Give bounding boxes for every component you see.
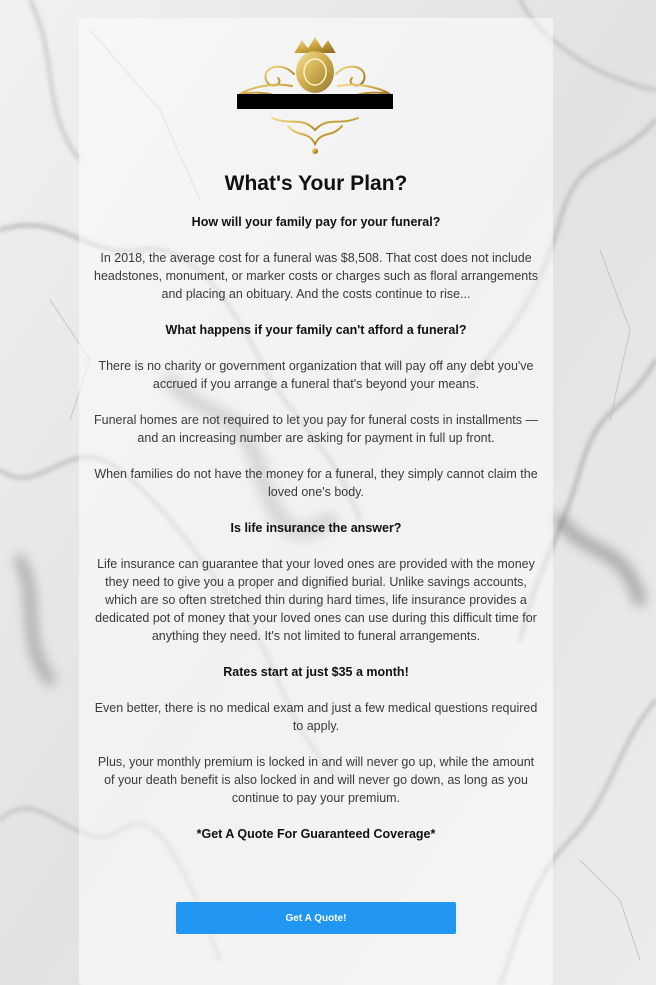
article-body — [94, 168, 538, 843]
get-quote-button[interactable]: Get A Quote! — [176, 902, 456, 934]
section-heading-life-insurance: Is life insurance the answer? — [230, 521, 402, 535]
section-heading-payment: How will your family pay for your funeral? — [191, 215, 441, 229]
page-title: What's Your Plan? — [224, 172, 408, 195]
ornate-gold-crest-icon — [232, 34, 398, 154]
section-heading-rates: Rates start at just $35 a month! — [223, 665, 409, 679]
quote-callout: *Get A Quote For Guaranteed Coverage* — [196, 827, 436, 841]
paragraph-life-insurance: Life insurance can guarantee that your loved ones are provided with the money they need to give you a proper and dignified burial. Unlike savings accounts, which are so often stretched thin during hard times, life insurance provides a dedicated pot of money that your loved ones can use during this difficult time for anything they need. It's not limited to funeral arrangements. — [95, 557, 537, 643]
paragraph-no-charity: There is no charity or government organization that will pay off any debt you've accrued if you arrange a funeral that's beyond your means. — [98, 359, 534, 391]
paragraph-average-cost: In 2018, the average cost for a funeral was $8,508. That cost does not include headstones, monument, or marker costs or charges such as floral arrangements and placing an obituary. And the costs continue to rise... — [94, 251, 538, 301]
paragraph-installments: Funeral homes are not required to let you pay for funeral costs in installments — and an increasing number are asking for payment in full up front. — [94, 413, 538, 445]
paragraph-claim-body: When families do not have the money for a funeral, they simply cannot claim the loved one's body. — [94, 467, 538, 499]
paragraph-premium-locked: Plus, your monthly premium is locked in and will never go up, while the amount of your death benefit is also locked in and will never go down, as long as you continue to pay your premium. — [97, 755, 535, 805]
section-heading-afford: What happens if your family can't afford a funeral? — [165, 323, 467, 337]
brand-logo — [232, 34, 398, 154]
paragraph-no-exam: Even better, there is no medical exam and just a few medical questions required to apply. — [94, 701, 538, 733]
